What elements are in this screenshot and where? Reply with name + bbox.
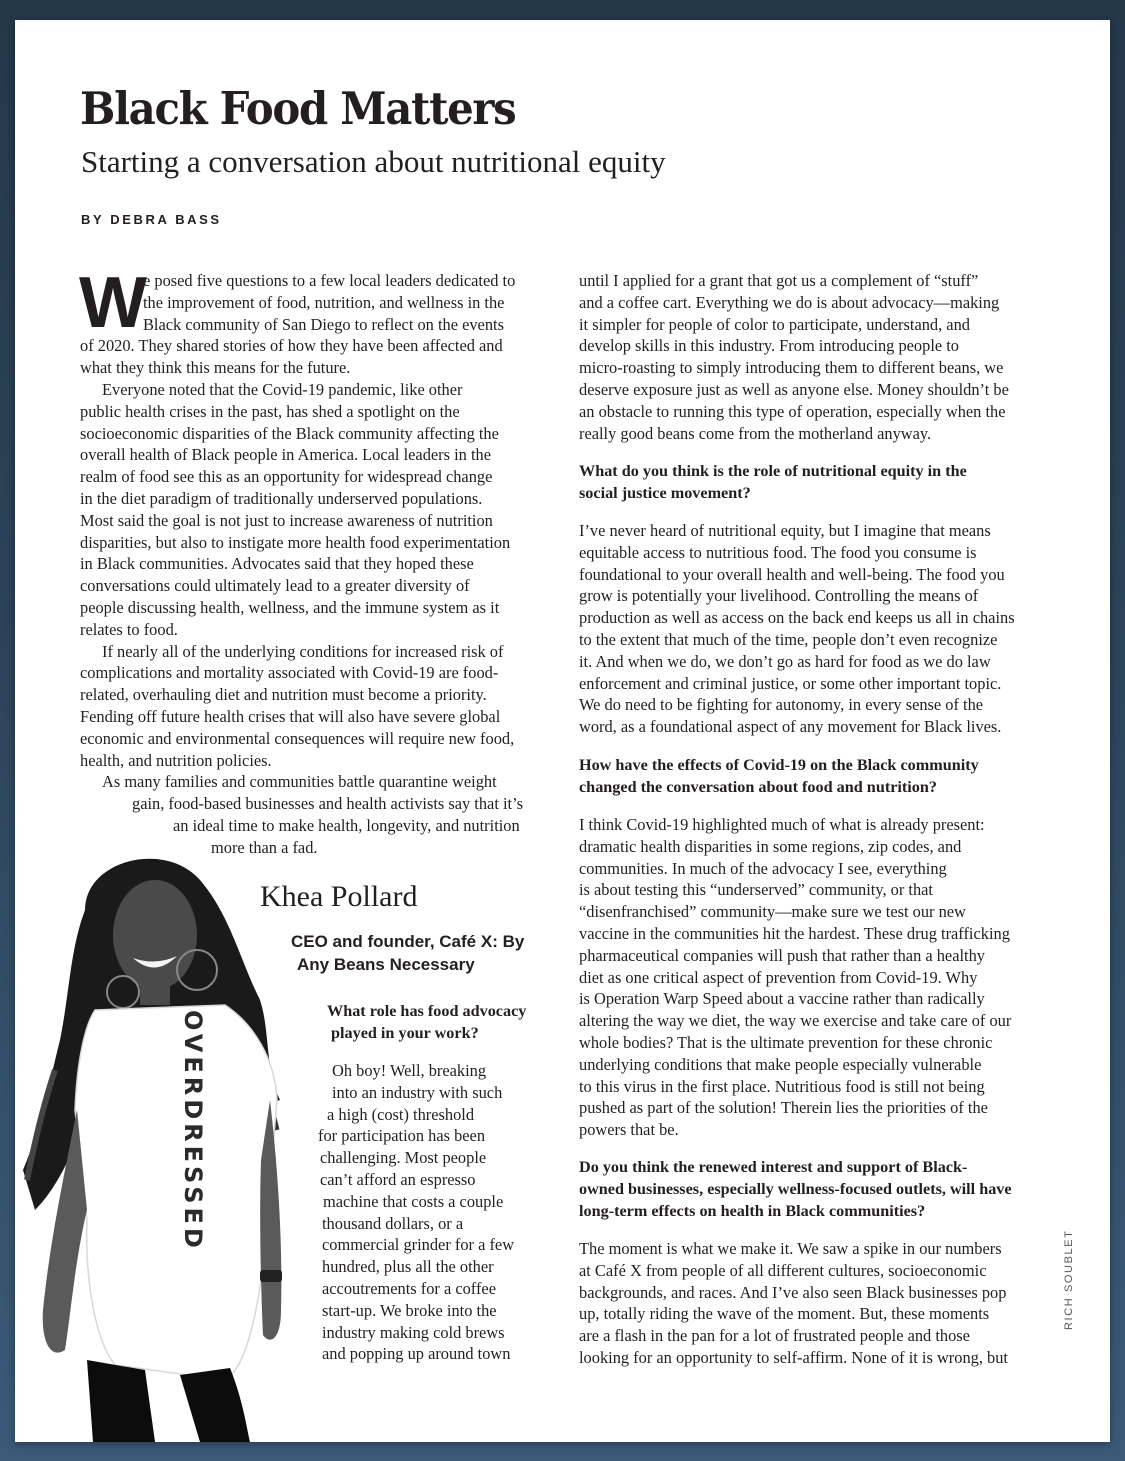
answer-line: diet as one critical aspect of prevention from Covid-19. Why: [579, 967, 978, 987]
answer-line: at Café X from people of all different cultures, socioeconomic: [579, 1260, 987, 1280]
intro-line: public health crises in the past, has shed a spotlight on the: [80, 401, 460, 421]
answer-line: equitable access to nutritious food. The food you consume is: [579, 542, 977, 562]
magazine-page: [15, 20, 1110, 1442]
intro-line: people discussing health, wellness, and the immune system as it: [80, 598, 500, 617]
answer-line: whole bodies? That is the ultimate prevention for these chronic: [579, 1033, 993, 1052]
answer-line: We do need to be fighting for autonomy, in every sense of the: [579, 695, 984, 715]
answer-line: underlying conditions that make people especially vulnerable: [579, 1054, 982, 1074]
answer-line: until I applied for a grant that got us a complement of “stuff”: [579, 271, 979, 290]
intro-line: As many families and communities battle quarantine weight: [102, 772, 497, 792]
answer-line: really good beans come from the motherland anyway.: [579, 423, 932, 443]
answer-line: pushed as part of the solution! Therein lies the priorities of the: [579, 1098, 988, 1118]
answer-line: micro-roasting to simply introducing them to different beans, we: [579, 358, 1004, 378]
question-line: How have the effects of Covid-19 on the Black community: [579, 756, 979, 774]
answer-line: altering the way we diet, the way we exercise and take care of our: [579, 1011, 1012, 1031]
drop-cap: W: [79, 263, 145, 343]
portrait-photo: [15, 840, 315, 1442]
question-line: changed the conversation about food and nutrition?: [579, 778, 937, 796]
answer-line: into an industry with such: [332, 1082, 503, 1102]
answer-line: enforcement and criminal justice, or some other important topic.: [579, 673, 1002, 693]
intro-line: realm of food see this as an opportunity for widespread change: [80, 467, 493, 487]
profile-name: Khea Pollard: [260, 880, 418, 913]
question-line: owned businesses, especially wellness-focused outlets, will have: [579, 1180, 1012, 1198]
answer-line: start-up. We broke into the: [322, 1300, 497, 1320]
intro-line: what they think this means for the future.: [80, 358, 351, 378]
answer-line: industry making cold brews: [322, 1322, 505, 1342]
answer-line: backgrounds, and races. And I’ve also seen Black businesses pop: [579, 1282, 1007, 1302]
intro-line: socioeconomic disparities of the Black community affecting the: [80, 423, 499, 443]
answer-line: to the extent that much of the time, people don’t even recognize: [579, 630, 998, 649]
intro-line: related, overhauling diet and nutrition must become a priority.: [80, 685, 487, 705]
intro-line: the improvement of food, nutrition, and wellness in the: [143, 292, 505, 312]
intro-line: If nearly all of the underlying conditions for increased risk of: [102, 641, 504, 661]
answer-line: dramatic health disparities in some regions, zip codes, and: [579, 836, 962, 856]
profile-role-line: CEO and founder, Café X: By: [291, 932, 525, 951]
answer-line: hundred, plus all the other: [322, 1257, 494, 1277]
answer-line: is Operation Warp Speed about a vaccine rather than radically: [579, 989, 985, 1009]
answer-line: and a coffee cart. Everything we do is about advocacy—making: [579, 292, 1000, 312]
intro-line: Everyone noted that the Covid-19 pandemic, like other: [102, 380, 463, 399]
intro-line: economic and environmental consequences will require new food,: [80, 728, 515, 748]
answer-line: pharmaceutical companies will push that rather than a healthy: [579, 945, 985, 965]
shirt-lettering: OVERDRESSED: [179, 1010, 207, 1252]
intro-line: Most said the goal is not just to increase awareness of nutrition: [80, 510, 493, 530]
question-line: played in your work?: [331, 1024, 479, 1042]
question-line: Do you think the renewed interest and support of Black-: [579, 1158, 968, 1176]
intro-line: of 2020. They shared stories of how they have been affected and: [80, 336, 503, 356]
byline: BY DEBRA BASS: [81, 212, 222, 227]
answer-line: a high (cost) threshold: [327, 1104, 475, 1124]
intro-line: gain, food-based businesses and health activists say that it’s: [132, 794, 524, 814]
answer-line: commercial grinder for a few: [322, 1235, 515, 1255]
answer-line: I’ve never heard of nutritional equity, but I imagine that means: [579, 521, 991, 540]
question-line: What role has food advocacy: [327, 1002, 527, 1020]
photo-credit: RICH SOUBLET: [1063, 1229, 1075, 1330]
answer-line: looking for an opportunity to self-affirm. None of it is wrong, but: [579, 1348, 1008, 1367]
answer-line: to this virus in the first place. Nutritious food is still not being: [579, 1076, 985, 1096]
intro-line: disparities, but also to instigate more health food experimentation: [80, 532, 511, 552]
answer-line: can’t afford an espresso: [320, 1170, 476, 1189]
answer-line: production as well as access on the back end keeps us all in chains: [579, 608, 1015, 628]
answer-line: deserve exposure just as well as anyone else. Money shouldn’t be: [579, 380, 1009, 399]
answer-line: are a flash in the pan for a lot of frustrated people and those: [579, 1326, 970, 1346]
intro-line: e posed five questions to a few local leaders dedicated to: [143, 271, 516, 290]
answer-line: thousand dollars, or a: [322, 1213, 464, 1233]
intro-line: more than a fad.: [211, 837, 318, 857]
answer-line: machine that costs a couple: [323, 1191, 504, 1211]
answer-line: challenging. Most people: [320, 1148, 487, 1168]
intro-line: in the diet paradigm of traditionally underserved populations.: [80, 489, 483, 508]
answer-line: powers that be.: [579, 1120, 679, 1140]
answer-line: an obstacle to running this type of operation, especially when the: [579, 401, 1006, 421]
answer-line: word, as a foundational aspect of any movement for Black lives.: [579, 717, 1002, 737]
question-line: social justice movement?: [579, 484, 751, 502]
answer-line: foundational to your overall health and well-being. The food you: [579, 564, 1005, 584]
question-line: What do you think is the role of nutritional equity in the: [579, 462, 967, 480]
article-title: Black Food Matters: [80, 82, 516, 135]
intro-line: an ideal time to make health, longevity, and nutrition: [173, 816, 520, 835]
profile-role-line: Any Beans Necessary: [297, 955, 475, 974]
answer-line: “disenfranchised” community—make sure we test our new: [579, 902, 966, 922]
answer-line: grow is potentially your livelihood. Controlling the means of: [579, 586, 979, 606]
intro-line: relates to food.: [80, 619, 178, 639]
answer-line: Oh boy! Well, breaking: [332, 1061, 487, 1080]
intro-line: health, and nutrition policies.: [80, 750, 272, 770]
answer-line: it simpler for people of color to participate, understand, and: [579, 314, 970, 334]
answer-line: communities. In much of the advocacy I see, everything: [579, 858, 947, 878]
intro-line: Fending off future health crises that will also have severe global: [80, 707, 501, 726]
answer-line: I think Covid-19 highlighted much of what is already present:: [579, 815, 985, 834]
article-subtitle: Starting a conversation about nutritional equity: [81, 144, 666, 179]
intro-line: overall health of Black people in America. Local leaders in the: [80, 445, 491, 465]
answer-line: vaccine in the communities hit the hardest. These drug trafficking: [579, 924, 1010, 943]
intro-line: in Black communities. Advocates said that they hoped these: [80, 554, 474, 574]
shirt: [75, 1005, 277, 1380]
answer-line: develop skills in this industry. From introducing people to: [579, 336, 959, 356]
intro-line: conversations could ultimately lead to a greater diversity of: [80, 576, 470, 596]
answer-line: is about testing this “underserved” community, or that: [579, 880, 933, 900]
question-line: long-term effects on health in Black communities?: [579, 1202, 926, 1220]
intro-line: Black community of San Diego to reflect on the events: [143, 314, 504, 334]
answer-line: for participation has been: [318, 1126, 486, 1146]
answer-line: and popping up around town: [322, 1344, 511, 1364]
answer-line: it. And when we do, we don’t go as hard for food as we do law: [579, 651, 991, 671]
answer-line: The moment is what we make it. We saw a spike in our numbers: [579, 1239, 1002, 1258]
answer-line: accoutrements for a coffee: [322, 1279, 496, 1298]
intro-line: complications and mortality associated with Covid-19 are food-: [80, 663, 499, 683]
answer-line: up, totally riding the wave of the moment. But, these moments: [579, 1304, 990, 1324]
